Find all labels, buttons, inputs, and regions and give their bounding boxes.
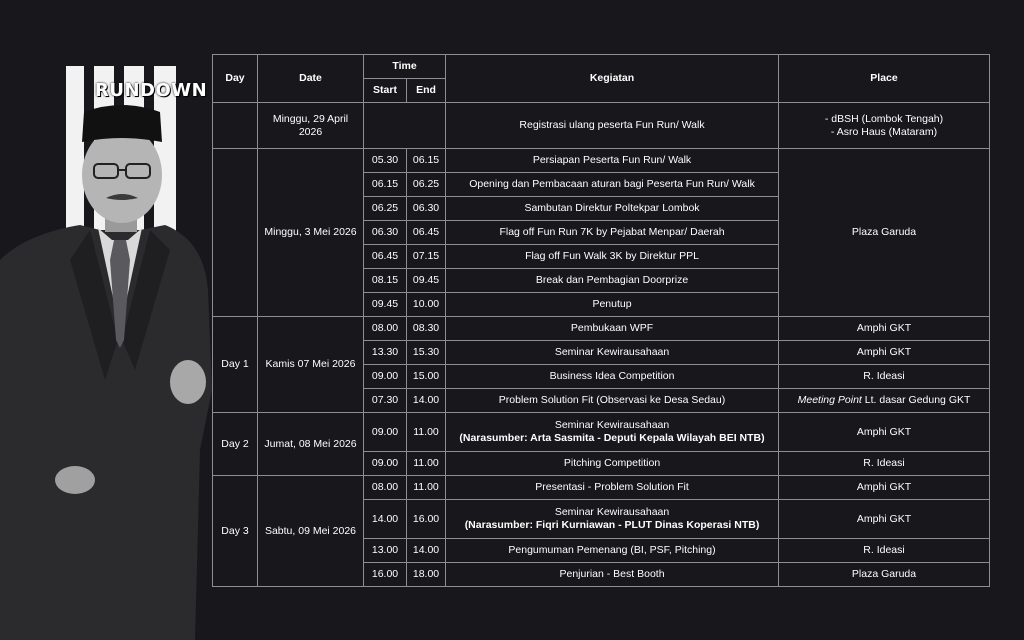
start-cell: 13.00 <box>364 539 407 563</box>
place-cell: Amphi GKT <box>779 476 990 500</box>
activity-cell: Flag off Fun Walk 3K by Direktur PPL <box>446 245 779 269</box>
place-line: - Asro Haus (Mataram) <box>830 125 938 138</box>
end-cell: 11.00 <box>407 476 446 500</box>
start-cell: 08.15 <box>364 269 407 293</box>
activity-cell: Pengumuman Pemenang (BI, PSF, Pitching) <box>446 539 779 563</box>
speaker-line: (Narasumber: Fiqri Kurniawan - PLUT Dinas Koperasi NTB) <box>464 519 760 531</box>
end-cell: 10.00 <box>407 293 446 317</box>
place-cell: Amphi GKT <box>779 413 990 452</box>
end-cell: 11.00 <box>407 413 446 452</box>
start-cell: 09.00 <box>364 413 407 452</box>
activity-cell: Pitching Competition <box>446 452 779 476</box>
end-cell: 08.30 <box>407 317 446 341</box>
place-cell: Amphi GKT <box>779 500 990 539</box>
header-day: Day <box>213 55 258 103</box>
end-cell: 06.30 <box>407 197 446 221</box>
rundown-schedule-table <box>212 54 990 587</box>
start-cell: 13.30 <box>364 341 407 365</box>
day-cell <box>213 103 258 149</box>
start-cell: 09.00 <box>364 452 407 476</box>
place-text: Lt. dasar Gedung GKT <box>861 394 971 406</box>
end-cell: 11.00 <box>407 452 446 476</box>
activity-title: Seminar Kewirausahaan <box>554 506 670 518</box>
activity-cell: Seminar Kewirausahaan <box>446 341 779 365</box>
activity-cell: Business Idea Competition <box>446 365 779 389</box>
day-cell: Day 3 <box>213 476 258 587</box>
place-cell <box>779 103 990 149</box>
end-cell: 06.25 <box>407 173 446 197</box>
place-cell: R. Ideasi <box>779 539 990 563</box>
day-cell: Day 1 <box>213 317 258 413</box>
end-cell: 09.45 <box>407 269 446 293</box>
activity-cell: Break dan Pembagian Doorprize <box>446 269 779 293</box>
table-row <box>213 413 990 452</box>
end-cell: 16.00 <box>407 500 446 539</box>
place-cell: Plaza Garuda <box>779 563 990 587</box>
speaker-line: (Narasumber: Arta Sasmita - Deputi Kepala Wilayah BEI NTB) <box>459 432 765 444</box>
date-cell: Sabtu, 09 Mei 2026 <box>258 476 364 587</box>
end-cell: 15.30 <box>407 341 446 365</box>
activity-cell: Penutup <box>446 293 779 317</box>
end-cell: 14.00 <box>407 389 446 413</box>
start-cell: 06.30 <box>364 221 407 245</box>
start-cell: 06.25 <box>364 197 407 221</box>
start-cell: 16.00 <box>364 563 407 587</box>
speaker-portrait-image <box>0 90 215 640</box>
activity-cell: Opening dan Pembacaan aturan bagi Peserta Fun Run/ Walk <box>446 173 779 197</box>
date-cell: Minggu, 29 April 2026 <box>258 103 364 149</box>
place-italic-text: Meeting Point <box>797 394 862 406</box>
start-cell: 09.45 <box>364 293 407 317</box>
activity-cell: Sambutan Direktur Poltekpar Lombok <box>446 197 779 221</box>
activity-cell: Flag off Fun Run 7K by Pejabat Menpar/ Daerah <box>446 221 779 245</box>
header-time: Time <box>364 55 446 79</box>
start-cell: 08.00 <box>364 317 407 341</box>
place-cell: Plaza Garuda <box>779 149 990 317</box>
start-cell: 07.30 <box>364 389 407 413</box>
place-cell: Amphi GKT <box>779 341 990 365</box>
time-cell <box>364 103 446 149</box>
start-cell: 06.45 <box>364 245 407 269</box>
date-cell: Jumat, 08 Mei 2026 <box>258 413 364 476</box>
table-row <box>213 103 990 149</box>
activity-cell <box>446 500 779 539</box>
end-cell: 06.15 <box>407 149 446 173</box>
activity-cell: Pembukaan WPF <box>446 317 779 341</box>
header-date: Date <box>258 55 364 103</box>
header-kegiatan: Kegiatan <box>446 55 779 103</box>
start-cell: 09.00 <box>364 365 407 389</box>
date-cell: Kamis 07 Mei 2026 <box>258 317 364 413</box>
place-cell: Amphi GKT <box>779 317 990 341</box>
start-cell: 08.00 <box>364 476 407 500</box>
header-end: End <box>407 79 446 103</box>
day-cell: Day 2 <box>213 413 258 476</box>
activity-cell <box>446 413 779 452</box>
end-cell: 07.15 <box>407 245 446 269</box>
day-cell <box>213 149 258 317</box>
place-cell <box>779 389 990 413</box>
header-start: Start <box>364 79 407 103</box>
rundown-title: RUNDOWN <box>95 80 208 101</box>
table-row <box>213 317 990 341</box>
activity-cell: Penjurian - Best Booth <box>446 563 779 587</box>
place-line: - dBSH (Lombok Tengah) <box>824 112 944 125</box>
date-cell: Minggu, 3 Mei 2026 <box>258 149 364 317</box>
start-cell: 05.30 <box>364 149 407 173</box>
end-cell: 15.00 <box>407 365 446 389</box>
place-cell: R. Ideasi <box>779 452 990 476</box>
header-place: Place <box>779 55 990 103</box>
activity-title: Seminar Kewirausahaan <box>554 419 670 431</box>
activity-cell: Persiapan Peserta Fun Run/ Walk <box>446 149 779 173</box>
activity-cell: Registrasi ulang peserta Fun Run/ Walk <box>446 103 779 149</box>
end-cell: 14.00 <box>407 539 446 563</box>
table-row <box>213 149 990 173</box>
end-cell: 18.00 <box>407 563 446 587</box>
place-cell: R. Ideasi <box>779 365 990 389</box>
end-cell: 06.45 <box>407 221 446 245</box>
table-row <box>213 476 990 500</box>
activity-cell: Problem Solution Fit (Observasi ke Desa Sedau) <box>446 389 779 413</box>
activity-cell: Presentasi - Problem Solution Fit <box>446 476 779 500</box>
start-cell: 14.00 <box>364 500 407 539</box>
start-cell: 06.15 <box>364 173 407 197</box>
